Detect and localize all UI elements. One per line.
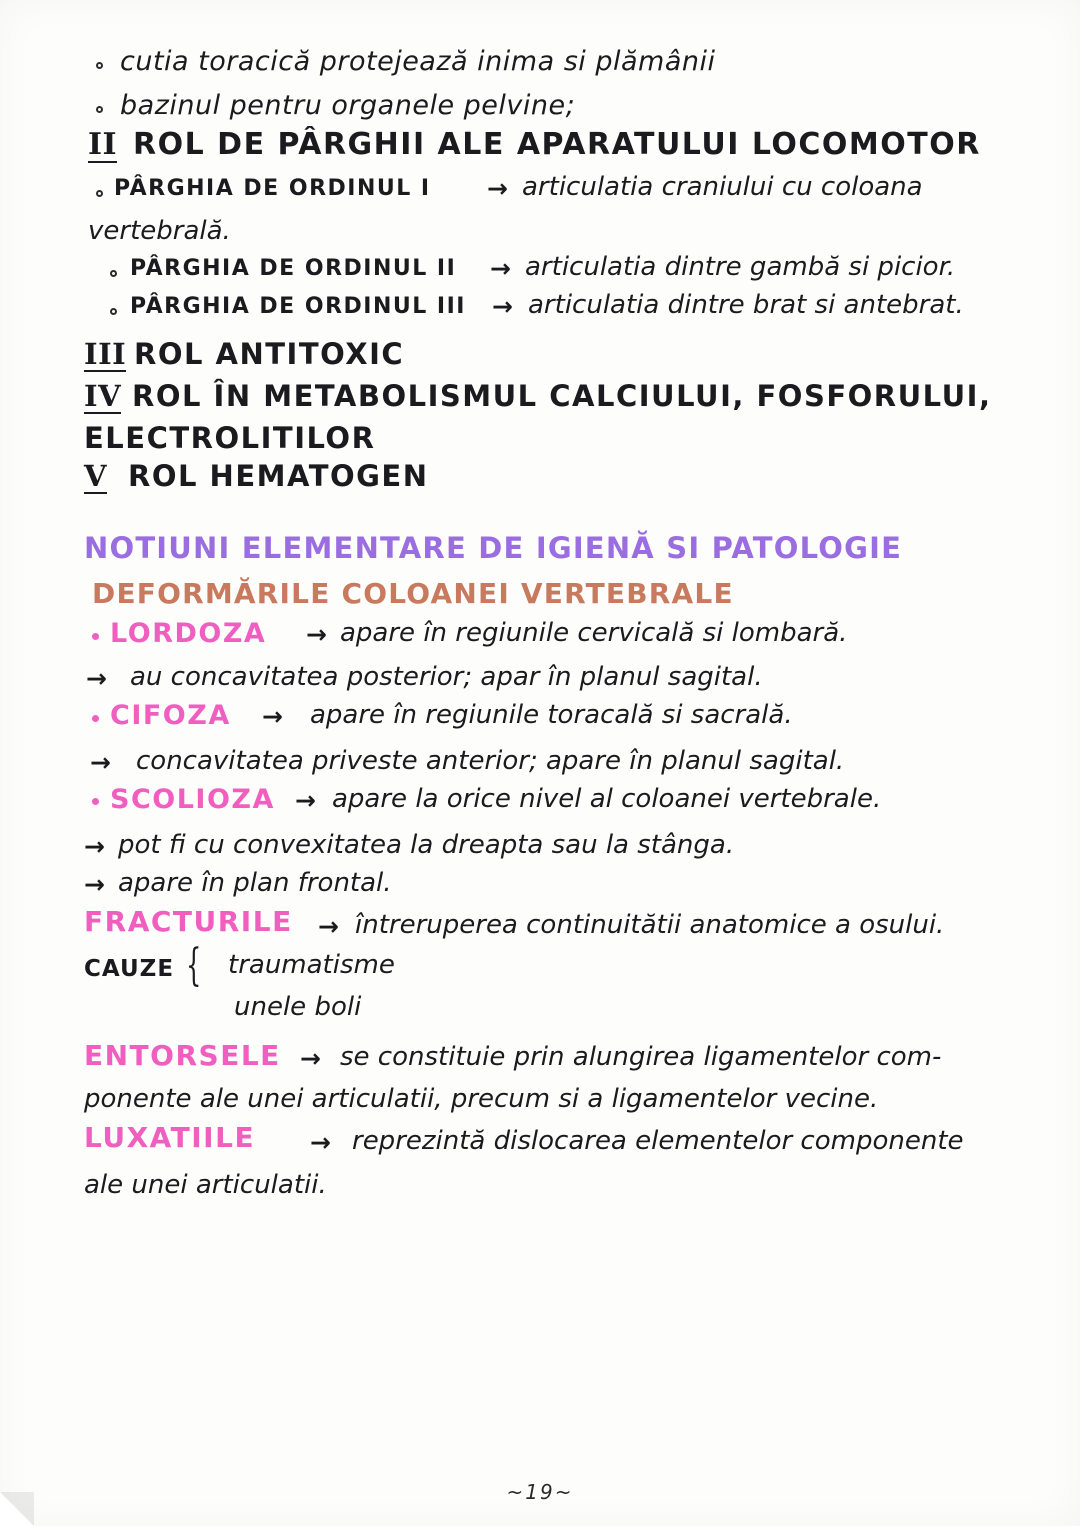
arrow-icon: → xyxy=(84,832,105,861)
note-line: apare la orice nivel al coloanei vertebrale. xyxy=(332,784,882,814)
term-label: LUXATIILE xyxy=(84,1121,256,1154)
term-label: PÂRGHIA DE ORDINUL I xyxy=(114,176,431,201)
note-line: întreruperea continuitătii anatomice a osului. xyxy=(355,910,945,940)
note-line: reprezintă dislocarea elementelor componente xyxy=(352,1126,964,1156)
arrow-icon: → xyxy=(490,254,511,283)
note-line: apare în regiunile toracală si sacrală. xyxy=(310,700,793,730)
section-heading-cont: ELECTROLITILOR xyxy=(84,421,376,455)
heading-numeral: IV xyxy=(84,379,122,413)
term-label: PÂRGHIA DE ORDINUL III xyxy=(130,294,466,319)
note-line-cont: ponente ale unei articulatii, precum si a ligamentelor vecine. xyxy=(84,1084,879,1114)
arrow-icon: → xyxy=(492,292,513,321)
term-label: LORDOZA xyxy=(110,618,267,649)
note-line-cont: ale unei articulatii. xyxy=(84,1170,327,1200)
bullet-marker xyxy=(96,190,103,197)
section-title: NOTIUNI ELEMENTARE DE IGIENĂ SI PATOLOGIE xyxy=(84,531,903,565)
arrow-icon: → xyxy=(318,912,339,941)
arrow-icon: → xyxy=(86,664,107,693)
note-line: concavitatea priveste anterior; apare în planul sagital. xyxy=(136,746,845,776)
term-label: CIFOZA xyxy=(110,700,231,731)
section-heading: ROL ÎN METABOLISMUL CALCIULUI, FOSFORULUI, xyxy=(132,379,992,413)
note-line: articulatia craniului cu coloana xyxy=(522,172,923,202)
heading-numeral: III xyxy=(84,337,127,371)
arrow-icon: → xyxy=(300,1044,321,1073)
arrow-icon: → xyxy=(84,870,105,899)
note-line: apare în plan frontal. xyxy=(118,868,392,898)
arrow-icon: → xyxy=(487,174,508,203)
section-heading: ROL DE PÂRGHII ALE APARATULUI LOCOMOTOR xyxy=(133,127,981,162)
term-label: SCOLIOZA xyxy=(110,784,275,815)
note-line: cutia toracică protejează inima si plămânii xyxy=(120,46,716,77)
bullet-marker xyxy=(110,270,117,277)
section-heading: ROL ANTITOXIC xyxy=(134,337,405,371)
bullet-marker xyxy=(96,106,103,113)
term-label: FRACTURILE xyxy=(84,905,293,938)
section-heading: ROL HEMATOGEN xyxy=(128,459,429,493)
cause-item: unele boli xyxy=(234,992,362,1022)
arrow-icon: → xyxy=(310,1128,331,1157)
cause-label: CAUZE xyxy=(84,956,175,982)
bullet-marker xyxy=(110,308,117,315)
note-line: apare în regiunile cervicală si lombară. xyxy=(340,618,848,648)
bullet-marker xyxy=(92,633,99,640)
page-corner-fold xyxy=(0,1492,34,1526)
subsection-title: DEFORMĂRILE COLOANEI VERTEBRALE xyxy=(92,577,734,610)
brace-icon: { xyxy=(186,940,202,991)
note-line: articulatia dintre brat si antebrat. xyxy=(528,290,964,320)
arrow-icon: → xyxy=(306,620,327,649)
heading-numeral: II xyxy=(88,127,118,162)
term-label: PÂRGHIA DE ORDINUL II xyxy=(130,256,457,281)
heading-numeral: V xyxy=(84,459,108,493)
page-number: ~19~ xyxy=(506,1480,574,1504)
note-line: se constituie prin alungirea ligamentelor com- xyxy=(340,1042,942,1072)
note-line: bazinul pentru organele pelvine; xyxy=(120,90,576,121)
note-line: articulatia dintre gambă si picior. xyxy=(525,252,956,282)
cause-item: traumatisme xyxy=(228,950,395,980)
bullet-marker xyxy=(96,62,103,69)
term-label: ENTORSELE xyxy=(84,1039,281,1072)
note-line: au concavitatea posterior; apar în planul sagital. xyxy=(130,662,763,692)
arrow-icon: → xyxy=(262,702,283,731)
note-line: pot fi cu convexitatea la dreapta sau la stânga. xyxy=(118,830,735,860)
bullet-marker xyxy=(92,715,99,722)
bullet-marker xyxy=(92,798,99,805)
arrow-icon: → xyxy=(295,786,316,815)
note-line: vertebrală. xyxy=(88,216,231,246)
arrow-icon: → xyxy=(90,748,111,777)
